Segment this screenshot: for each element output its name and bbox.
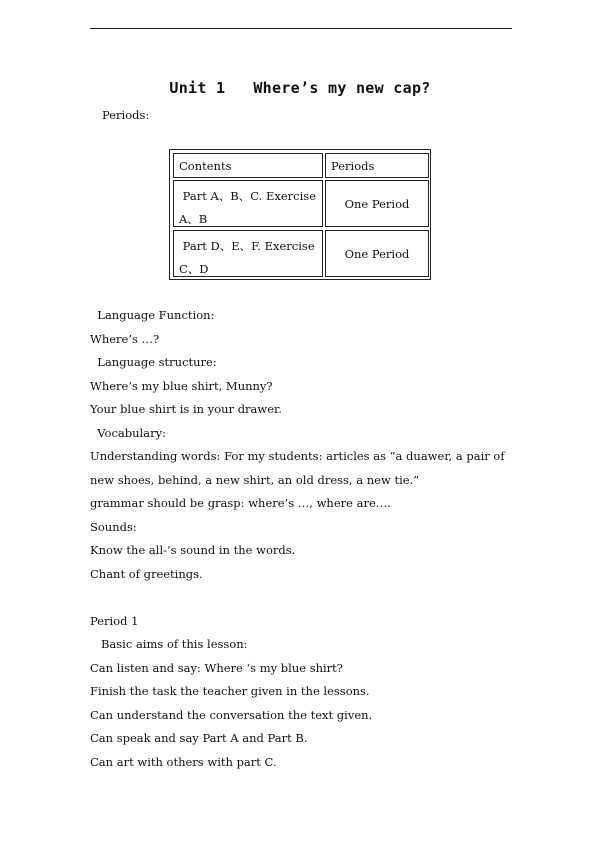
table-cell-period: One Period xyxy=(325,180,429,227)
content-line-1: Part D、E、F. Exercise xyxy=(179,239,315,253)
text-line: Can art with others with part C. xyxy=(90,755,277,769)
text-line: Can speak and say Part A and Part B. xyxy=(90,731,308,745)
content-line-2: A、B xyxy=(179,212,208,226)
text-line: Know the all-’s sound in the words. xyxy=(90,543,296,557)
text-line: Can understand the conversation the text given. xyxy=(90,708,373,722)
page-title: Unit 1 Where’s my new cap? xyxy=(169,79,431,97)
text-line: Your blue shirt is in your drawer. xyxy=(90,402,282,416)
text-line: Finish the task the teacher given in the lessons. xyxy=(90,684,370,698)
periods-label: Periods: xyxy=(102,108,150,122)
content-line-2: C、D xyxy=(179,262,209,276)
basic-aims-heading: Basic aims of this lesson: xyxy=(90,637,248,651)
content-line-1: Part A、B、C. Exercise xyxy=(179,189,316,203)
table-header-periods: Periods xyxy=(325,153,429,178)
text-line: new shoes, behind, a new shirt, an old dress, a new tie.” xyxy=(90,473,420,487)
language-function-heading: Language Function: xyxy=(90,308,215,322)
text-line: grammar should be grasp: where’s …, where are…. xyxy=(90,496,391,510)
sounds-heading: Sounds: xyxy=(90,520,137,534)
table-cell-period: One Period xyxy=(325,230,429,277)
table-header-contents: Contents xyxy=(173,153,323,178)
periods-table xyxy=(169,149,431,280)
text-line: Where’s my blue shirt, Munny? xyxy=(90,379,273,393)
table-cell-content xyxy=(173,230,323,277)
text-line: Can listen and say: Where ‘s my blue shirt? xyxy=(90,661,343,675)
text-line: Where’s …? xyxy=(90,332,160,346)
period-heading: Period 1 xyxy=(90,614,139,628)
top-rule xyxy=(90,28,512,29)
text-line: Understanding words: For my students: articles as “a duawer, a pair of xyxy=(90,449,505,463)
table-cell-content xyxy=(173,180,323,227)
language-structure-heading: Language structure: xyxy=(90,355,217,369)
text-line: Chant of greetings. xyxy=(90,567,203,581)
vocabulary-heading: Vocabulary: xyxy=(90,426,166,440)
